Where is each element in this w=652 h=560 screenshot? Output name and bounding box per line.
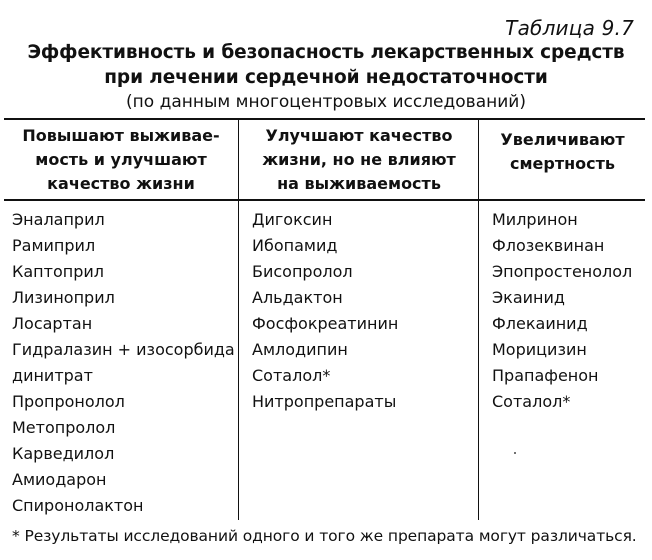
- header-line: Увеличивают: [500, 130, 625, 149]
- drug-item: Гидралазин + изосорбида: [12, 340, 235, 359]
- table-title: [0, 40, 652, 114]
- column-divider-1: [238, 119, 239, 520]
- drug-item: Дигоксин: [252, 210, 333, 229]
- drug-item: Лосартан: [12, 314, 93, 333]
- drug-item: Лизиноприл: [12, 288, 115, 307]
- drug-item: Пропронолол: [12, 392, 125, 411]
- title-line-1: Эффективность и безопасность лекарственных средств: [27, 42, 625, 63]
- drug-item: Ибопамид: [252, 236, 338, 255]
- drug-item: Нитропрепараты: [252, 392, 397, 411]
- header-line: качество жизни: [47, 174, 195, 193]
- drug-item: Метопролол: [12, 418, 116, 437]
- drug-item: Бисопролол: [252, 262, 353, 281]
- drug-item: Прапафенон: [492, 366, 599, 385]
- drug-item: Каптоприл: [12, 262, 104, 281]
- header-divider-rule: [4, 199, 645, 201]
- drug-item: Рамиприл: [12, 236, 96, 255]
- print-speck: [514, 452, 516, 454]
- drug-item: Милринон: [492, 210, 578, 229]
- drug-item: Спиронолактон: [12, 496, 144, 515]
- drug-item: Карведилол: [12, 444, 115, 463]
- title-subtitle: (по данным многоцентровых исследований): [126, 92, 526, 112]
- header-line: на выживаемость: [277, 174, 441, 193]
- header-improve-survival: [4, 124, 238, 196]
- drug-item: Соталол*: [492, 392, 571, 411]
- drug-item: динитрат: [12, 366, 93, 385]
- header-line: Повышают выживае-: [22, 126, 220, 145]
- drug-item: Морицизин: [492, 340, 587, 359]
- header-line: Улучшают качество: [265, 126, 453, 145]
- column-improve-quality: [252, 207, 474, 415]
- footnote: * Результаты исследований одного и того же препарата могут различаться.: [12, 527, 637, 545]
- header-line: жизни, но не влияют: [262, 150, 456, 169]
- table-top-rule: [4, 118, 645, 120]
- column-divider-2: [478, 119, 479, 520]
- drug-item: Альдактон: [252, 288, 343, 307]
- header-improve-quality: [240, 124, 478, 196]
- header-increase-mortality: [480, 128, 645, 176]
- drug-item: Флекаинид: [492, 314, 588, 333]
- header-line: мость и улучшают: [35, 150, 207, 169]
- drug-item: Эпопростенолол: [492, 262, 633, 281]
- drug-item: Фосфокреатинин: [252, 314, 399, 333]
- header-line: смертность: [509, 154, 616, 173]
- drug-item: Экаинид: [492, 288, 565, 307]
- drug-item: Амиодарон: [12, 470, 107, 489]
- column-improve-survival: [12, 207, 236, 519]
- drug-item: Соталол*: [252, 366, 331, 385]
- drug-item: Амлодипин: [252, 340, 348, 359]
- table-number: Таблица 9.7: [505, 16, 634, 40]
- drug-item: Эналаприл: [12, 210, 105, 229]
- column-increase-mortality: [492, 207, 646, 415]
- title-line-2: при лечении сердечной недостаточности: [104, 67, 548, 88]
- drug-item: Флозеквинан: [492, 236, 605, 255]
